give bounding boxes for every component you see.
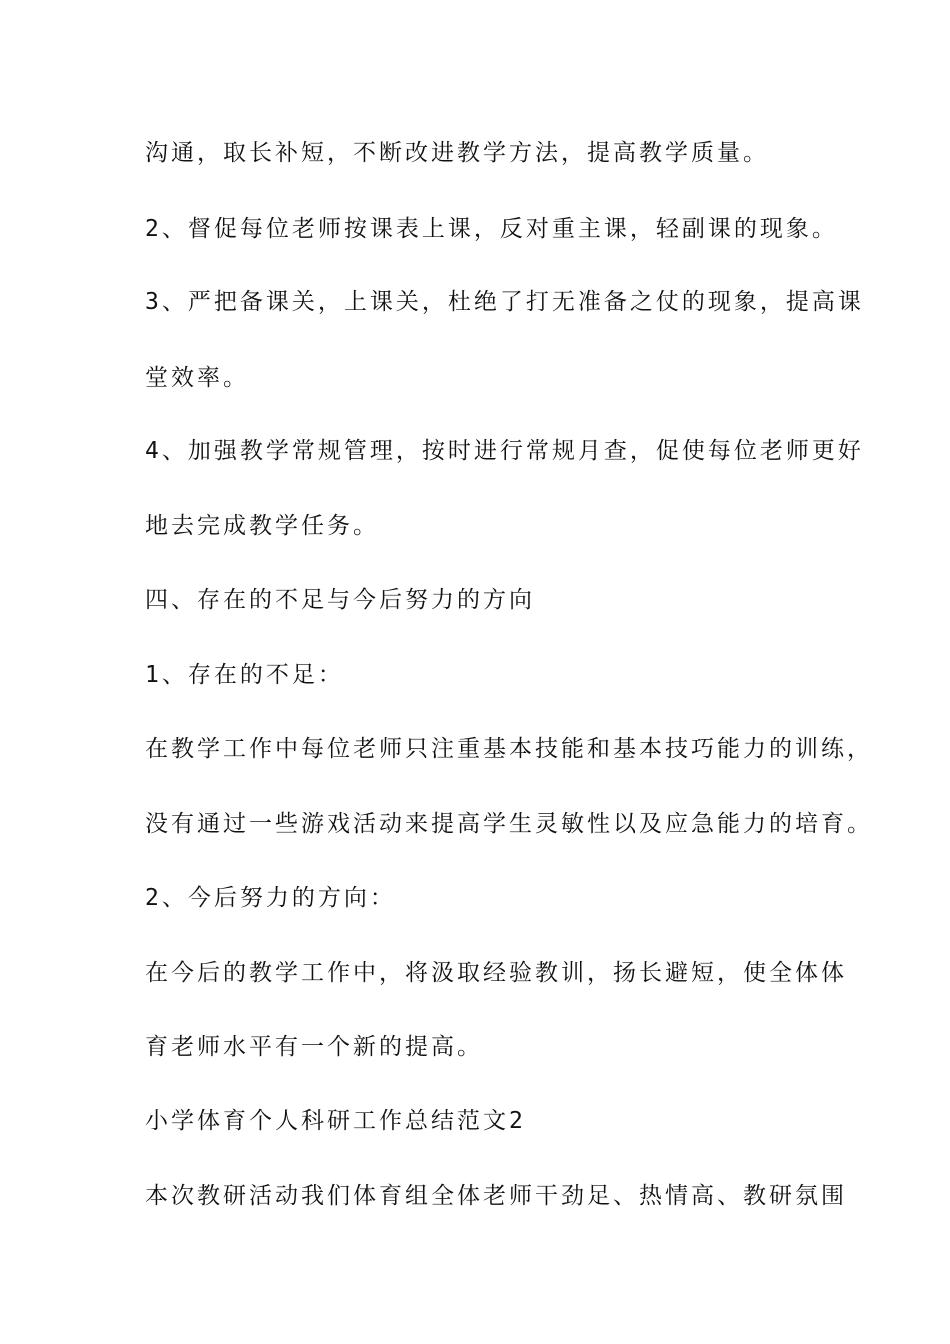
text-line: 3、严把备课关，上课关，杜绝了打无准备之仗的现象，提高课 (145, 289, 864, 315)
text-line: 没有通过一些游戏活动来提高学生灵敏性以及应急能力的培育。 (145, 811, 873, 837)
text-line: 4、加强教学常规管理，按时进行常规月查，促使每位老师更好 (145, 438, 864, 464)
text-line: 堂效率。 (145, 365, 249, 391)
text-line: 在今后的教学工作中，将汲取经验教训，扬长避短，使全体体 (145, 960, 847, 986)
section-heading: 四、存在的不足与今后努力的方向 (145, 587, 535, 613)
article-title: 小学体育个人科研工作总结范文2 (145, 1108, 526, 1134)
subsection-heading: 2、今后努力的方向： (145, 885, 396, 911)
text-line: 沟通，取长补短，不断改进教学方法，提高教学质量。 (145, 140, 769, 166)
subsection-heading: 1、存在的不足： (145, 662, 344, 688)
text-line: 2、督促每位老师按课表上课，反对重主课，轻副课的现象。 (145, 216, 838, 242)
text-line: 育老师水平有一个新的提高。 (145, 1034, 483, 1060)
text-line: 在教学工作中每位老师只注重基本技能和基本技巧能力的训练， (145, 736, 873, 762)
text-line: 本次教研活动我们体育组全体老师干劲足、热情高、教研氛围 (145, 1183, 847, 1209)
text-line: 地去完成教学任务。 (145, 513, 379, 539)
